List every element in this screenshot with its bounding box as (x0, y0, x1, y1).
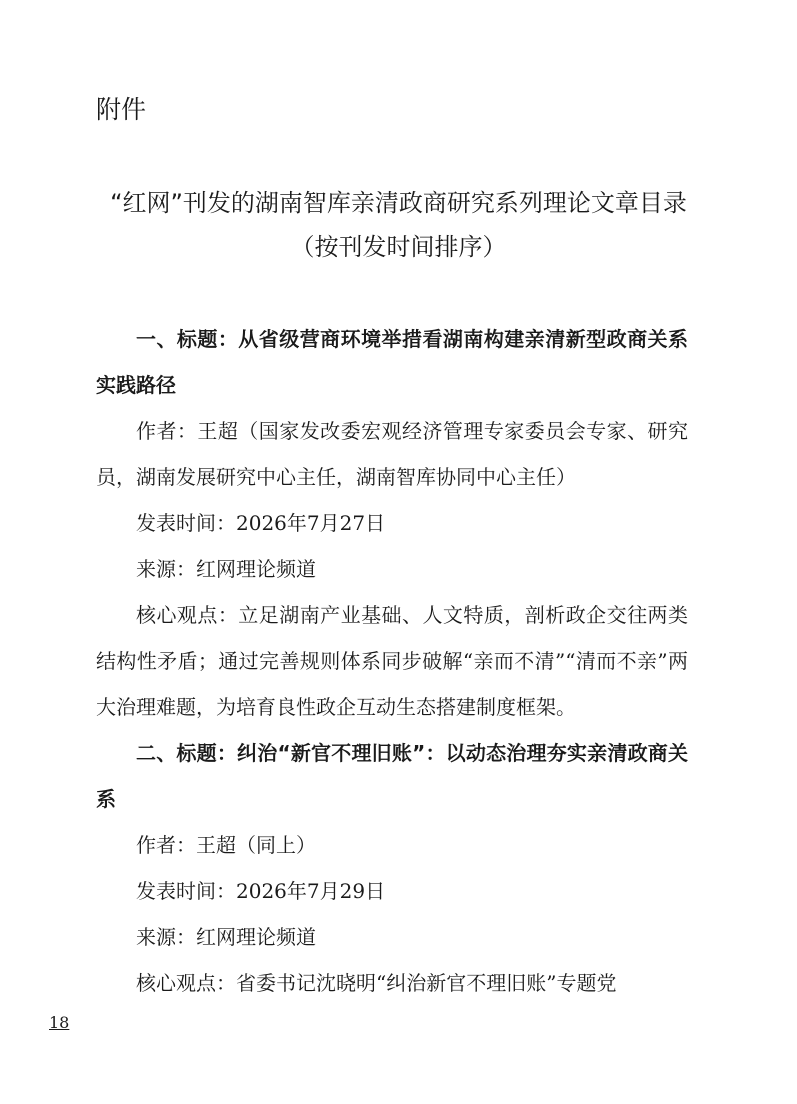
article-1-source: 来源：红网理论频道 (136, 557, 316, 581)
article-2-source: 来源：红网理论频道 (136, 925, 316, 949)
article-1-viewpoint: 核心观点：立足湖南产业基础、人文特质，剖析政企交往两类结构性矛盾；通过完善规则体系同步破解“亲而不清”“清而不亲”两大治理难题，为培育良性政企互动生态搭建制度框架。 (96, 603, 688, 719)
article-2-viewpoint: 核心观点：省委书记沈晓明“纠治新官不理旧账”专题党 (136, 971, 617, 995)
document-title: “红网”刊发的湖南智库亲清政商研究系列理论文章目录 (110, 189, 687, 217)
article-1-heading: 一、标题：从省级营商环境举措看湖南构建亲清新型政商关系实践路径 (96, 327, 688, 397)
article-2-author: 作者：王超（同上） (136, 833, 316, 857)
article-list (96, 316, 688, 1006)
article-1-author: 作者：王超（国家发改委宏观经济管理专家委员会专家、研究员，湖南发展研究中心主任，湖南智库协同中心主任） (96, 419, 688, 489)
attachment-label: 附件 (96, 95, 147, 124)
document-subtitle: （按刊发时间排序） (290, 233, 507, 261)
article-2-heading: 二、标题：纠治“新官不理旧账”：以动态治理夯实亲清政商关系 (96, 741, 688, 811)
article-1-date: 发表时间：2026年7月27日 (136, 511, 386, 535)
article-2-date: 发表时间：2026年7月29日 (136, 879, 386, 903)
page-number: 18 (49, 1013, 70, 1032)
